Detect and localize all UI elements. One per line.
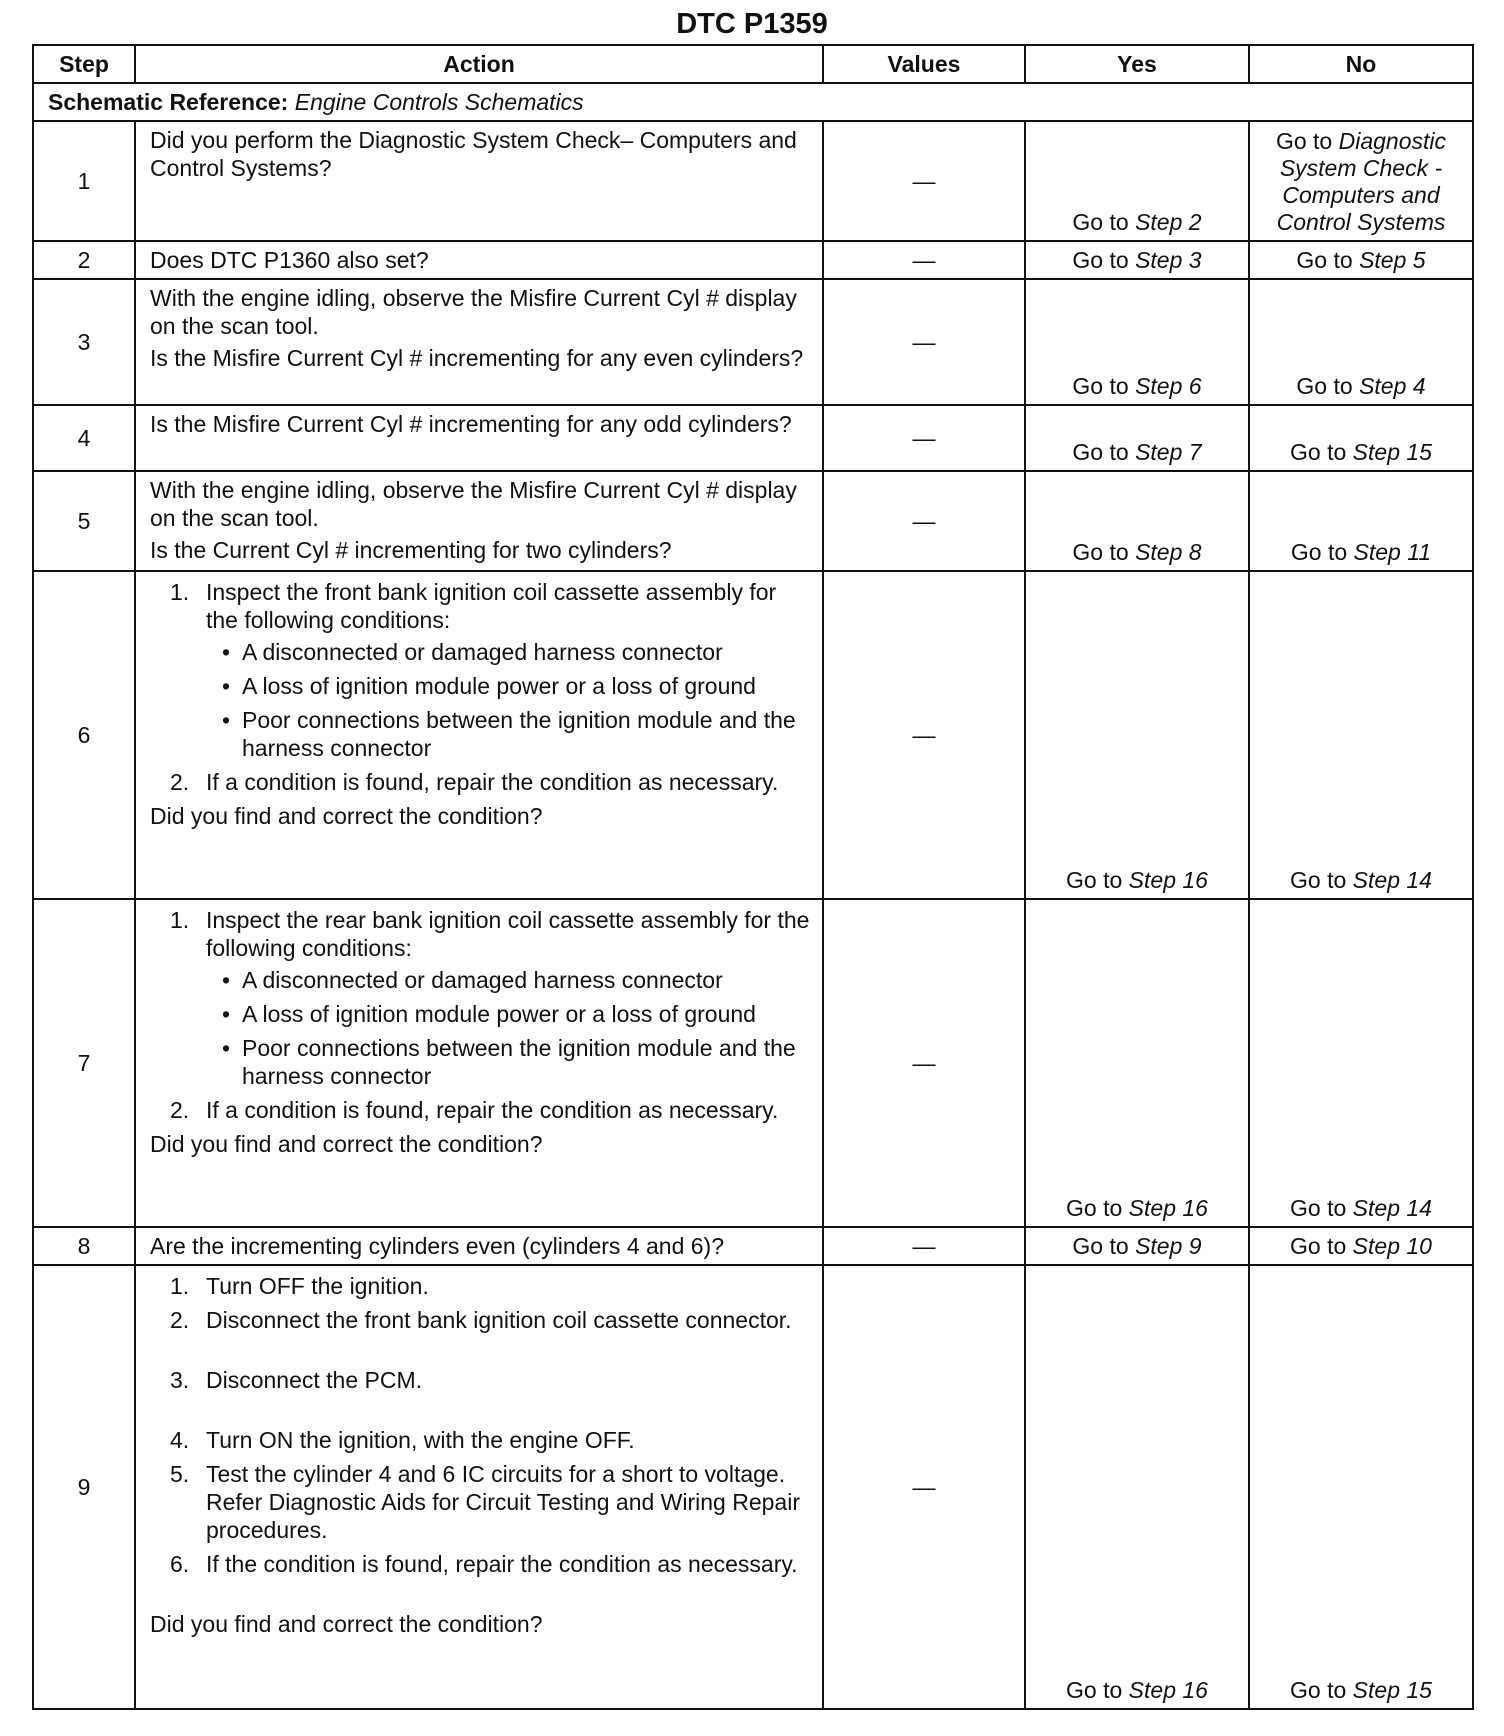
go-to-label: Go to bbox=[1290, 867, 1347, 893]
no-outcome[interactable] bbox=[1249, 1265, 1473, 1709]
no-line-ref: Diagnostic bbox=[1338, 128, 1447, 154]
list-item bbox=[150, 1366, 810, 1420]
header-no: No bbox=[1249, 45, 1473, 83]
go-to-label: Go to bbox=[1290, 1233, 1347, 1259]
no-target: Step 14 bbox=[1352, 867, 1432, 893]
step-action bbox=[135, 899, 823, 1227]
yes-outcome[interactable] bbox=[1025, 1227, 1249, 1265]
action-text: Does DTC P1360 also set? bbox=[150, 247, 429, 273]
item-number: 6. bbox=[170, 1551, 190, 1577]
table-row bbox=[33, 471, 1473, 571]
yes-outcome[interactable] bbox=[1025, 405, 1249, 471]
go-to-label: Go to bbox=[1290, 1677, 1347, 1703]
table-row bbox=[33, 571, 1473, 899]
yes-outcome[interactable] bbox=[1025, 899, 1249, 1227]
yes-target: Step 2 bbox=[1135, 209, 1202, 235]
no-outcome[interactable] bbox=[1249, 241, 1473, 279]
no-target: Step 15 bbox=[1352, 1677, 1432, 1703]
action-text: With the engine idling, observe the Misfire Current Cyl # display on the scan tool. bbox=[150, 285, 797, 339]
item-text: Turn ON the ignition, with the engine OFF. bbox=[206, 1427, 635, 1453]
yes-outcome[interactable] bbox=[1025, 121, 1249, 241]
step-number: 5 bbox=[33, 471, 135, 571]
step-values: — bbox=[823, 405, 1025, 471]
step-values: — bbox=[823, 471, 1025, 571]
item-number: 5. bbox=[170, 1461, 190, 1487]
yes-target: Step 9 bbox=[1135, 1233, 1202, 1259]
no-target: Step 11 bbox=[1353, 539, 1432, 565]
step-action bbox=[135, 121, 823, 241]
item-text: Inspect the front bank ignition coil cassette assembly for the following conditions: bbox=[206, 579, 777, 633]
yes-outcome[interactable] bbox=[1025, 571, 1249, 899]
step-number: 2 bbox=[33, 241, 135, 279]
table-row bbox=[33, 1265, 1473, 1709]
step-values: — bbox=[823, 1265, 1025, 1709]
go-to-label: Go to bbox=[1072, 1233, 1129, 1259]
list-item bbox=[150, 906, 810, 1090]
bullet-item: • Poor connections between the ignition module and the harness connector bbox=[206, 1034, 810, 1090]
bullet-list bbox=[206, 966, 810, 1090]
yes-target: Step 16 bbox=[1128, 867, 1208, 893]
yes-target: Step 7 bbox=[1135, 439, 1202, 465]
no-line: Go to Diagnostic bbox=[1275, 128, 1447, 154]
action-list bbox=[150, 578, 810, 796]
step-number: 1 bbox=[33, 121, 135, 241]
step-values: — bbox=[823, 121, 1025, 241]
step-number: 3 bbox=[33, 279, 135, 405]
step-action bbox=[135, 1227, 823, 1265]
no-outcome[interactable] bbox=[1249, 121, 1473, 241]
action-text: Are the incrementing cylinders even (cylinders 4 and 6)? bbox=[150, 1233, 725, 1259]
action-question: Did you find and correct the condition? bbox=[150, 1611, 543, 1637]
no-target: Step 14 bbox=[1352, 1195, 1432, 1221]
bullet-item: • A loss of ignition module power or a loss of ground bbox=[206, 1000, 810, 1028]
bullet-item: • A loss of ignition module power or a loss of ground bbox=[206, 672, 810, 700]
no-line-ref: Control Systems bbox=[1276, 209, 1446, 235]
go-to-label: Go to bbox=[1072, 247, 1129, 273]
item-number: 1. bbox=[170, 1273, 190, 1299]
no-target: Step 4 bbox=[1359, 373, 1426, 399]
header-yes: Yes bbox=[1025, 45, 1249, 83]
table-row bbox=[33, 405, 1473, 471]
yes-outcome[interactable] bbox=[1025, 1265, 1249, 1709]
no-line-ref: System Check - bbox=[1279, 155, 1443, 181]
go-to-label: Go to bbox=[1072, 373, 1129, 399]
header-action: Action bbox=[135, 45, 823, 83]
item-text: Turn OFF the ignition. bbox=[206, 1273, 429, 1299]
go-to-label: Go to bbox=[1066, 867, 1123, 893]
go-to-label: Go to bbox=[1072, 539, 1129, 565]
header-row bbox=[33, 45, 1473, 83]
table-row bbox=[33, 1227, 1473, 1265]
yes-outcome[interactable] bbox=[1025, 471, 1249, 571]
action-text: Is the Misfire Current Cyl # incrementing for any odd cylinders? bbox=[150, 411, 792, 437]
no-outcome[interactable] bbox=[1249, 471, 1473, 571]
no-outcome[interactable] bbox=[1249, 1227, 1473, 1265]
no-line bbox=[1256, 155, 1466, 182]
no-line-ref: Computers and bbox=[1282, 182, 1440, 208]
list-item bbox=[150, 1460, 810, 1544]
yes-target: Step 3 bbox=[1135, 247, 1202, 273]
list-item bbox=[150, 1272, 810, 1300]
go-to-label: Go to bbox=[1072, 209, 1129, 235]
step-action bbox=[135, 471, 823, 571]
step-number: 7 bbox=[33, 899, 135, 1227]
header-values: Values bbox=[823, 45, 1025, 83]
go-to-label: Go to bbox=[1290, 539, 1348, 565]
no-target: Step 10 bbox=[1352, 1233, 1432, 1259]
item-text: Disconnect the PCM. bbox=[206, 1367, 423, 1393]
go-to-label: Go to bbox=[1066, 1195, 1123, 1221]
step-action bbox=[135, 241, 823, 279]
step-values: — bbox=[823, 241, 1025, 279]
step-action bbox=[135, 405, 823, 471]
go-to-label: Go to bbox=[1290, 1195, 1347, 1221]
step-action bbox=[135, 279, 823, 405]
item-text: Disconnect the front bank ignition coil cassette connector. bbox=[206, 1307, 792, 1333]
bullet-item: • A disconnected or damaged harness connector bbox=[206, 966, 810, 994]
schematic-row bbox=[33, 83, 1473, 121]
no-outcome[interactable] bbox=[1249, 899, 1473, 1227]
yes-outcome[interactable] bbox=[1025, 279, 1249, 405]
action-question: Is the Misfire Current Cyl # incrementing for any even cylinders? bbox=[150, 345, 804, 371]
go-to-label: Go to bbox=[1296, 247, 1353, 273]
go-to-label: Go to bbox=[1296, 373, 1353, 399]
go-to-label: Go to bbox=[1066, 1677, 1123, 1703]
action-question: Did you find and correct the condition? bbox=[150, 803, 543, 829]
yes-outcome[interactable] bbox=[1025, 241, 1249, 279]
bullet-item: • A disconnected or damaged harness connector bbox=[206, 638, 810, 666]
step-number: 9 bbox=[33, 1265, 135, 1709]
step-number: 4 bbox=[33, 405, 135, 471]
yes-target: Step 16 bbox=[1128, 1677, 1208, 1703]
yes-target: Step 16 bbox=[1128, 1195, 1208, 1221]
item-text: If a condition is found, repair the condition as necessary. bbox=[206, 769, 779, 795]
item-number: 4. bbox=[170, 1427, 190, 1453]
step-values: — bbox=[823, 279, 1025, 405]
list-item bbox=[150, 1550, 810, 1604]
step-number: 6 bbox=[33, 571, 135, 899]
action-list bbox=[150, 906, 810, 1124]
item-text: Inspect the rear bank ignition coil cassette assembly for the following conditions: bbox=[206, 907, 810, 961]
item-text: If a condition is found, repair the condition as necessary. bbox=[206, 1097, 779, 1123]
item-number: 3. bbox=[170, 1367, 190, 1393]
step-number: 8 bbox=[33, 1227, 135, 1265]
action-list bbox=[150, 1272, 810, 1604]
action-question: Is the Current Cyl # incrementing for two cylinders? bbox=[150, 537, 672, 563]
yes-target: Step 6 bbox=[1135, 373, 1202, 399]
item-text: Test the cylinder 4 and 6 IC circuits for a short to voltage. Refer Diagnostic Aids for Circuit Testing and Wiring Repair procedures. bbox=[206, 1461, 800, 1543]
table-row bbox=[33, 121, 1473, 241]
item-number: 2. bbox=[170, 1097, 190, 1123]
action-question: Did you find and correct the condition? bbox=[150, 1131, 543, 1157]
action-text: Did you perform the Diagnostic System Check– Computers and Control Systems? bbox=[150, 127, 797, 181]
list-item bbox=[150, 768, 810, 796]
header-step: Step bbox=[33, 45, 135, 83]
step-values: — bbox=[823, 1227, 1025, 1265]
item-number: 2. bbox=[170, 769, 190, 795]
no-outcome[interactable] bbox=[1249, 279, 1473, 405]
bullet-item: • Poor connections between the ignition module and the harness connector bbox=[206, 706, 810, 762]
page-title: DTC P1359 bbox=[676, 8, 828, 40]
no-target: Step 15 bbox=[1352, 439, 1432, 465]
step-values: — bbox=[823, 571, 1025, 899]
schematic-label: Schematic Reference: bbox=[48, 89, 289, 115]
step-action bbox=[135, 571, 823, 899]
step-action bbox=[135, 1265, 823, 1709]
schematic-link[interactable]: Engine Controls Schematics bbox=[294, 89, 584, 115]
schematic-reference bbox=[33, 83, 1473, 121]
table-row bbox=[33, 279, 1473, 405]
item-number: 1. bbox=[170, 579, 190, 605]
go-to-label: Go to bbox=[1290, 439, 1347, 465]
list-item bbox=[150, 1426, 810, 1454]
item-number: 2. bbox=[170, 1307, 190, 1333]
no-line bbox=[1256, 209, 1466, 236]
no-outcome[interactable] bbox=[1249, 405, 1473, 471]
item-number: 1. bbox=[170, 907, 190, 933]
list-item bbox=[150, 578, 810, 762]
yes-target: Step 8 bbox=[1135, 539, 1202, 565]
action-text: With the engine idling, observe the Misfire Current Cyl # display on the scan tool. bbox=[150, 477, 797, 531]
table-row bbox=[33, 899, 1473, 1227]
table-row bbox=[33, 241, 1473, 279]
go-to-label: Go to bbox=[1072, 439, 1129, 465]
list-item bbox=[150, 1096, 810, 1124]
dtc-table bbox=[32, 44, 1474, 1710]
no-outcome[interactable] bbox=[1249, 571, 1473, 899]
no-line bbox=[1256, 182, 1466, 209]
bullet-list bbox=[206, 638, 810, 762]
no-target: Step 5 bbox=[1359, 247, 1426, 273]
step-values: — bbox=[823, 899, 1025, 1227]
list-item bbox=[150, 1306, 810, 1360]
item-text: If the condition is found, repair the condition as necessary. bbox=[206, 1551, 798, 1577]
